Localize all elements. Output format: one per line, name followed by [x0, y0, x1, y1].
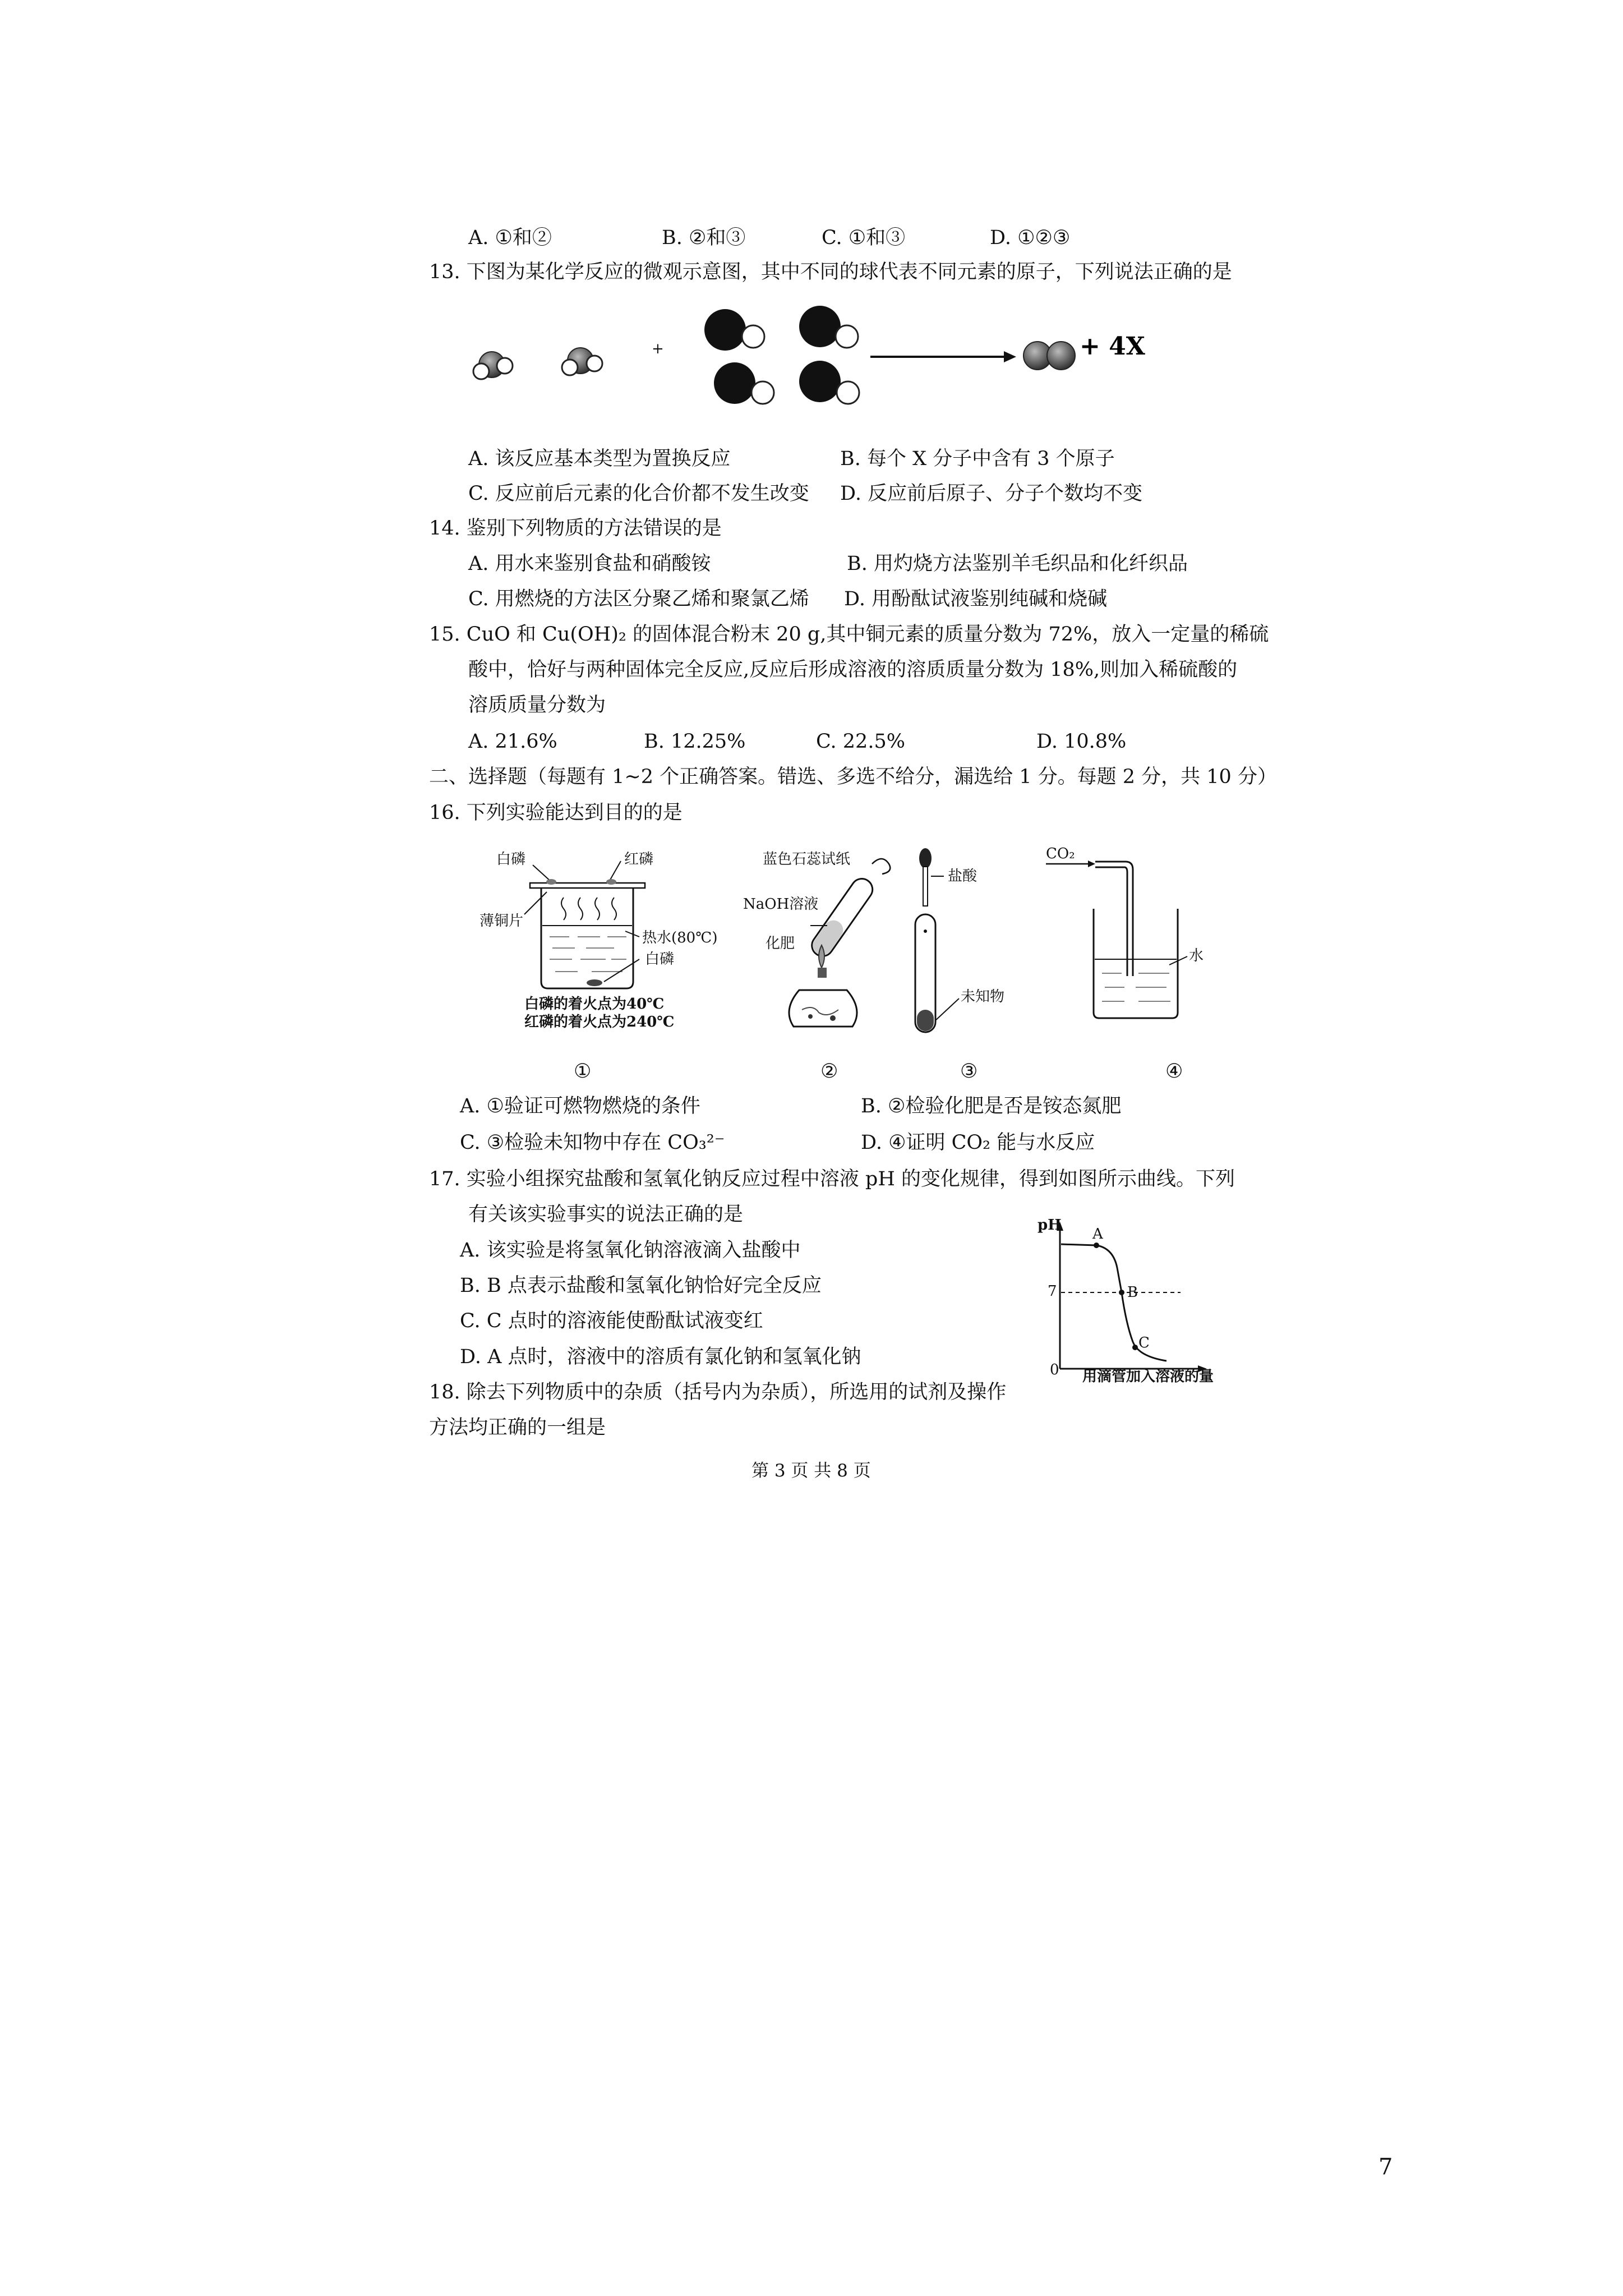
label-copper-sheet: 薄铜片 [479, 913, 524, 930]
q18-line1: 18. 除去下列物质中的杂质（括号内为杂质），所选用的试剂及操作 [429, 1381, 1007, 1404]
q15-option-a: A. 21.6% [468, 730, 557, 753]
figure-2-fertilizer-test [743, 851, 890, 1027]
label-hydrochloric-acid: 盐酸 [948, 868, 978, 885]
q12-option-a: A. ①和② [468, 227, 552, 249]
label-white-phosphorus-underwater: 白磷 [645, 951, 675, 968]
q16-stem: 16. 下列实验能达到目的的是 [429, 802, 683, 824]
q13-option-d: D. 反应前后原子、分子个数均不变 [840, 482, 1143, 505]
label-unknown-substance: 未知物 [961, 988, 1005, 1005]
q16-option-b: B. ②检验化肥是否是铵态氮肥 [861, 1095, 1122, 1117]
page-number: 7 [1378, 2154, 1393, 2180]
section-2-header: 二、选择题（每题有 1~2 个正确答案。错选、多选不给分，漏选给 1 分。每题 2 分，共 10 分） [429, 766, 1277, 788]
note-red-p-ignition: 红磷的着火点为240℃ [524, 1014, 675, 1030]
q14-option-b: B. 用灼烧方法鉴别羊毛织品和化纤织品 [847, 553, 1188, 575]
product-4x: + 4X [1080, 332, 1145, 361]
point-a [1094, 1243, 1099, 1248]
reaction-arrow [870, 351, 1016, 362]
q14-option-c: C. 用燃烧的方法区分聚乙烯和聚氯乙烯 [468, 588, 809, 610]
plus-sign: + [652, 341, 664, 357]
point-c-label: C [1138, 1335, 1150, 1351]
q17-option-c: C. C 点时的溶液能使酚酞试液变红 [460, 1310, 763, 1332]
product-molecule [1023, 342, 1075, 370]
q16-figures [479, 841, 1220, 1049]
figure-number-4: ④ [1165, 1060, 1183, 1083]
figure-number-1: ① [574, 1060, 592, 1083]
q15-line3: 溶质质量分数为 [468, 694, 606, 716]
q17-line2: 有关该实验事实的说法正确的是 [468, 1203, 744, 1226]
q17-option-b: B. B 点表示盐酸和氢氧化钠恰好完全反应 [460, 1274, 822, 1297]
reactant-molecule-5 [714, 362, 774, 404]
reactant-molecule-3 [704, 309, 764, 351]
reactant-molecule-6 [799, 361, 859, 404]
label-naoh-solution: NaOH溶液 [743, 896, 819, 913]
q15-option-d: D. 10.8% [1036, 730, 1127, 753]
label-hot-water: 热水(80℃) [642, 930, 718, 946]
ph-curve-graph [1038, 1217, 1217, 1386]
q14-option-a: A. 用水来鉴别食盐和硝酸铵 [468, 553, 711, 575]
label-fertilizer: 化肥 [766, 935, 795, 952]
q15-line1: 15. CuO 和 Cu(OH)₂ 的固体混合粉末 20 g,其中铜元素的质量分数为 72%，放入一定量的稀硫 [429, 623, 1269, 646]
figure-3-acid-test [915, 848, 1004, 1032]
label-co2: CO₂ [1046, 845, 1075, 862]
q13-stem: 13. 下图为某化学反应的微观示意图，其中不同的球代表不同元素的原子，下列说法正确的是 [429, 261, 1232, 283]
reaction-diagram [471, 292, 1200, 415]
q17-option-d: D. A 点时，溶液中的溶质有氯化钠和氢氧化钠 [460, 1346, 861, 1368]
label-white-phosphorus: 白磷 [496, 851, 526, 868]
figure-number-3: ③ [960, 1060, 978, 1083]
q16-option-d: D. ④证明 CO₂ 能与水反应 [861, 1131, 1095, 1154]
q13-option-a: A. 该反应基本类型为置换反应 [468, 448, 731, 470]
figure-1-combustion [479, 851, 717, 1030]
q16-option-c: C. ③检验未知物中存在 CO₃²⁻ [460, 1131, 725, 1154]
point-b-label: B [1127, 1284, 1138, 1301]
label-litmus-paper: 蓝色石蕊试纸 [763, 851, 851, 868]
q15-line2: 酸中，恰好与两种固体完全反应,反应后形成溶液的溶质质量分数为 18%,则加入稀硫酸的 [468, 659, 1238, 681]
x-axis-label: 用滴管加入溶液的量 [1082, 1368, 1214, 1385]
point-c [1132, 1345, 1138, 1350]
q17-option-a: A. 该实验是将氢氧化钠溶液滴入盐酸中 [460, 1239, 801, 1262]
point-b [1119, 1290, 1124, 1295]
ph-7-label: 7 [1048, 1283, 1057, 1300]
ph-axis-label: pH [1038, 1217, 1062, 1234]
q13-option-b: B. 每个 X 分子中含有 3 个原子 [840, 448, 1115, 470]
q15-option-c: C. 22.5% [816, 730, 905, 753]
point-a-label: A [1092, 1226, 1103, 1243]
label-water: 水 [1189, 947, 1204, 964]
q14-stem: 14. 鉴别下列物质的方法错误的是 [429, 517, 722, 540]
note-white-p-ignition: 白磷的着火点为40℃ [524, 996, 665, 1013]
q17-line1: 17. 实验小组探究盐酸和氢氧化钠反应过程中溶液 pH 的变化规律，得到如图所示曲线。下列 [429, 1168, 1235, 1190]
q15-option-b: B. 12.25% [644, 730, 746, 753]
q12-option-c: C. ①和③ [822, 227, 906, 249]
q12-option-d: D. ①②③ [990, 227, 1071, 249]
figure-4-co2-water [1046, 845, 1204, 1018]
reactant-molecule-1 [473, 352, 513, 379]
label-red-phosphorus: 红磷 [624, 851, 654, 868]
origin-label: 0 [1050, 1361, 1059, 1378]
page-footer: 第 3 页 共 8 页 [751, 1461, 871, 1481]
figure-number-2: ② [820, 1060, 838, 1083]
q14-option-d: D. 用酚酞试液鉴别纯碱和烧碱 [844, 588, 1108, 610]
q13-option-c: C. 反应前后元素的化合价都不发生改变 [468, 482, 809, 505]
reactant-molecule-4 [799, 306, 858, 348]
q16-option-a: A. ①验证可燃物燃烧的条件 [460, 1095, 700, 1117]
reactant-molecule-2 [562, 348, 602, 375]
q12-option-b: B. ②和③ [662, 227, 746, 249]
q18-line2: 方法均正确的一组是 [429, 1416, 606, 1439]
